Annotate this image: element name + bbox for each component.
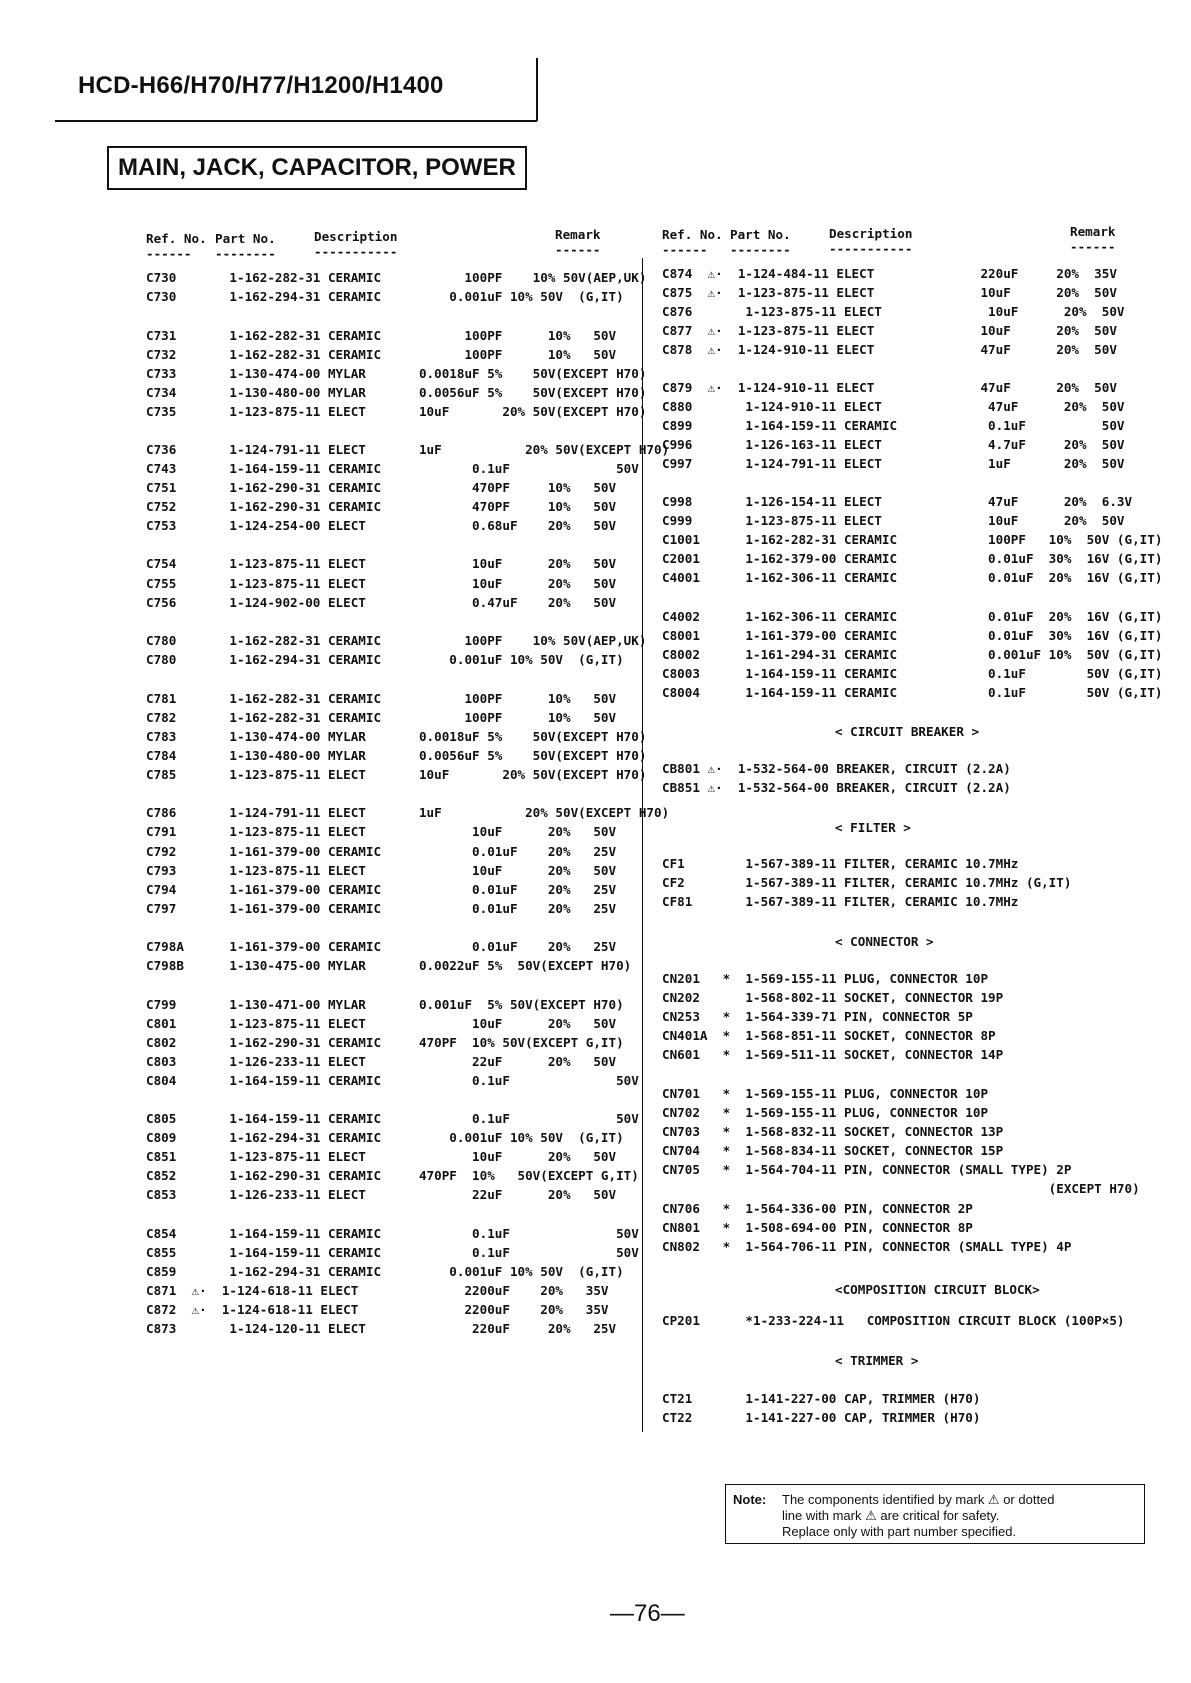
parts-row: CN802 * 1-564-706-11 PIN, CONNECTOR (SMALL TYPE) 4P [662, 1239, 1072, 1254]
parts-row: CB801 ⚠· 1-532-564-00 BREAKER, CIRCUIT (2.2A) [662, 761, 1011, 776]
parts-row: C2001 1-162-379-00 CERAMIC 0.01uF 30% 16V (G,IT) [662, 551, 1163, 566]
left-dash-remark: ------ [555, 242, 601, 257]
parts-row: C732 1-162-282-31 CERAMIC 100PF 10% 50V [146, 347, 617, 362]
parts-row: C874 ⚠· 1-124-484-11 ELECT 220uF 20% 35V [662, 266, 1117, 281]
parts-row: C733 1-130-474-00 MYLAR 0.0018uF 5% 50V(EXCEPT H70) [146, 366, 647, 381]
right-header-part: Part No. [730, 227, 791, 242]
parts-row: CN201 * 1-569-155-11 PLUG, CONNECTOR 10P [662, 971, 989, 986]
parts-row: C754 1-123-875-11 ELECT 10uF 20% 50V [146, 556, 617, 571]
parts-row: CF1 1-567-389-11 FILTER, CERAMIC 10.7MHz [662, 856, 1019, 871]
parts-row: C8004 1-164-159-11 CERAMIC 0.1uF 50V (G,IT) [662, 685, 1163, 700]
parts-row: C996 1-126-163-11 ELECT 4.7uF 20% 50V [662, 437, 1125, 452]
parts-row: C786 1-124-791-11 ELECT 1uF 20% 50V(EXCEPT H70) [146, 805, 670, 820]
parts-row: C871 ⚠· 1-124-618-11 ELECT 2200uF 20% 35V [146, 1283, 609, 1298]
subheader-composition-block: <COMPOSITION CIRCUIT BLOCK> [835, 1282, 1040, 1297]
parts-row: C792 1-161-379-00 CERAMIC 0.01uF 20% 25V [146, 844, 617, 859]
parts-row: C780 1-162-282-31 CERAMIC 100PF 10% 50V(AEP,UK) [146, 633, 647, 648]
safety-note-box [725, 1484, 1145, 1544]
left-header-ref: Ref. No. [146, 231, 207, 246]
left-header-remark: Remark [555, 227, 601, 242]
subheader-trimmer: < TRIMMER > [835, 1353, 919, 1368]
parts-row: C755 1-123-875-11 ELECT 10uF 20% 50V [146, 576, 617, 591]
parts-row: C753 1-124-254-00 ELECT 0.68uF 20% 50V [146, 518, 617, 533]
parts-row: C782 1-162-282-31 CERAMIC 100PF 10% 50V [146, 710, 617, 725]
parts-row: C785 1-123-875-11 ELECT 10uF 20% 50V(EXCEPT H70) [146, 767, 647, 782]
parts-row: C798A 1-161-379-00 CERAMIC 0.01uF 20% 25V [146, 939, 617, 954]
parts-row: C1001 1-162-282-31 CERAMIC 100PF 10% 50V (G,IT) [662, 532, 1163, 547]
parts-row: C853 1-126-233-11 ELECT 22uF 20% 50V [146, 1187, 617, 1202]
parts-row: CT21 1-141-227-00 CAP, TRIMMER (H70) [662, 1391, 981, 1406]
left-dash-part: -------- [215, 246, 276, 261]
header-rule [55, 120, 537, 122]
parts-row: CN705 * 1-564-704-11 PIN, CONNECTOR (SMALL TYPE) 2P [662, 1162, 1072, 1177]
parts-row: C780 1-162-294-31 CERAMIC 0.001uF 10% 50V (G,IT) [146, 652, 624, 667]
parts-row: C783 1-130-474-00 MYLAR 0.0018uF 5% 50V(EXCEPT H70) [146, 729, 647, 744]
subheader-circuit-breaker: < CIRCUIT BREAKER > [835, 724, 980, 739]
parts-row: CN401A * 1-568-851-11 SOCKET, CONNECTOR 8P [662, 1028, 996, 1043]
parts-row: C4002 1-162-306-11 CERAMIC 0.01uF 20% 16V (G,IT) [662, 609, 1163, 624]
left-dash-ref: ------ [146, 246, 192, 261]
column-divider [642, 258, 643, 1432]
page-number: —76— [610, 1600, 685, 1627]
parts-row: C743 1-164-159-11 CERAMIC 0.1uF 50V [146, 461, 639, 476]
parts-row: C751 1-162-290-31 CERAMIC 470PF 10% 50V [146, 480, 617, 495]
parts-row: C730 1-162-282-31 CERAMIC 100PF 10% 50V(AEP,UK) [146, 270, 647, 285]
parts-row: C4001 1-162-306-11 CERAMIC 0.01uF 20% 16V (G,IT) [662, 570, 1163, 585]
page-title: HCD-H66/H70/H77/H1200/H1400 [78, 72, 444, 99]
parts-row: C859 1-162-294-31 CERAMIC 0.001uF 10% 50V (G,IT) [146, 1264, 624, 1279]
parts-row: C872 ⚠· 1-124-618-11 ELECT 2200uF 20% 35V [146, 1302, 609, 1317]
parts-row: CN701 * 1-569-155-11 PLUG, CONNECTOR 10P [662, 1086, 989, 1101]
right-header-ref: Ref. No. [662, 227, 723, 242]
parts-row: C878 ⚠· 1-124-910-11 ELECT 47uF 20% 50V [662, 342, 1117, 357]
parts-row: CN703 * 1-568-832-11 SOCKET, CONNECTOR 13P [662, 1124, 1004, 1139]
right-dash-part: -------- [730, 242, 791, 257]
parts-row: C756 1-124-902-00 ELECT 0.47uF 20% 50V [146, 595, 617, 610]
section-title: MAIN, JACK, CAPACITOR, POWER [107, 146, 527, 190]
note-label: Note: [733, 1492, 767, 1507]
parts-row: C8001 1-161-379-00 CERAMIC 0.01uF 30% 16V (G,IT) [662, 628, 1163, 643]
parts-row: C873 1-124-120-11 ELECT 220uF 20% 25V [146, 1321, 617, 1336]
right-dash-desc: ----------- [829, 241, 913, 256]
parts-row: C734 1-130-480-00 MYLAR 0.0056uF 5% 50V(EXCEPT H70) [146, 385, 647, 400]
subheader-filter: < FILTER > [835, 820, 911, 835]
parts-row: CP201 *1-233-224-11 COMPOSITION CIRCUIT BLOCK (100P×5) [662, 1313, 1125, 1328]
parts-row: C793 1-123-875-11 ELECT 10uF 20% 50V [146, 863, 617, 878]
parts-row: C998 1-126-154-11 ELECT 47uF 20% 6.3V [662, 494, 1133, 509]
parts-row: C799 1-130-471-00 MYLAR 0.001uF 5% 50V(EXCEPT H70) [146, 997, 624, 1012]
parts-row: C736 1-124-791-11 ELECT 1uF 20% 50V(EXCEPT H70) [146, 442, 670, 457]
right-header-remark: Remark [1070, 224, 1116, 239]
parts-row: C875 ⚠· 1-123-875-11 ELECT 10uF 20% 50V [662, 285, 1117, 300]
parts-row: C791 1-123-875-11 ELECT 10uF 20% 50V [146, 824, 617, 839]
parts-row: CN601 * 1-569-511-11 SOCKET, CONNECTOR 14P [662, 1047, 1004, 1062]
parts-row: C8002 1-161-294-31 CERAMIC 0.001uF 10% 50V (G,IT) [662, 647, 1163, 662]
parts-row: C802 1-162-290-31 CERAMIC 470PF 10% 50V(EXCEPT G,IT) [146, 1035, 624, 1050]
header-vertical-rule [536, 58, 538, 121]
subheader-connector: < CONNECTOR > [835, 934, 934, 949]
parts-row: CN253 * 1-564-339-71 PIN, CONNECTOR 5P [662, 1009, 973, 1024]
parts-row: CN704 * 1-568-834-11 SOCKET, CONNECTOR 15P [662, 1143, 1004, 1158]
parts-row: CF2 1-567-389-11 FILTER, CERAMIC 10.7MHz (G,IT) [662, 875, 1072, 890]
left-header-part: Part No. [215, 231, 276, 246]
parts-row: C784 1-130-480-00 MYLAR 0.0056uF 5% 50V(EXCEPT H70) [146, 748, 647, 763]
parts-row: C797 1-161-379-00 CERAMIC 0.01uF 20% 25V [146, 901, 617, 916]
parts-row: CF81 1-567-389-11 FILTER, CERAMIC 10.7MHz [662, 894, 1019, 909]
parts-row: C752 1-162-290-31 CERAMIC 470PF 10% 50V [146, 499, 617, 514]
parts-row: CN202 1-568-802-11 SOCKET, CONNECTOR 19P [662, 990, 1004, 1005]
parts-row: C730 1-162-294-31 CERAMIC 0.001uF 10% 50V (G,IT) [146, 289, 624, 304]
parts-row: C801 1-123-875-11 ELECT 10uF 20% 50V [146, 1016, 617, 1031]
right-header-desc: Description [829, 226, 913, 241]
left-header-desc: Description [314, 229, 398, 244]
parts-row: C852 1-162-290-31 CERAMIC 470PF 10% 50V(EXCEPT G,IT) [146, 1168, 639, 1183]
parts-row: CN702 * 1-569-155-11 PLUG, CONNECTOR 10P [662, 1105, 989, 1120]
parts-row: C999 1-123-875-11 ELECT 10uF 20% 50V [662, 513, 1125, 528]
note-line: The components identified by mark ⚠ or dotted [782, 1492, 1055, 1507]
parts-row: C879 ⚠· 1-124-910-11 ELECT 47uF 20% 50V [662, 380, 1117, 395]
parts-row: C997 1-124-791-11 ELECT 1uF 20% 50V [662, 456, 1125, 471]
parts-row: CN706 * 1-564-336-00 PIN, CONNECTOR 2P [662, 1201, 973, 1216]
parts-row: C781 1-162-282-31 CERAMIC 100PF 10% 50V [146, 691, 617, 706]
parts-row: C731 1-162-282-31 CERAMIC 100PF 10% 50V [146, 328, 617, 343]
note-line: line with mark ⚠ are critical for safety. [782, 1508, 1000, 1523]
parts-row: C798B 1-130-475-00 MYLAR 0.0022uF 5% 50V(EXCEPT H70) [146, 958, 632, 973]
parts-row: C877 ⚠· 1-123-875-11 ELECT 10uF 20% 50V [662, 323, 1117, 338]
parts-row: C855 1-164-159-11 CERAMIC 0.1uF 50V [146, 1245, 639, 1260]
note-line: Replace only with part number specified. [782, 1524, 1017, 1539]
parts-row: (EXCEPT H70) [662, 1181, 1140, 1196]
parts-row: C803 1-126-233-11 ELECT 22uF 20% 50V [146, 1054, 617, 1069]
parts-row: C809 1-162-294-31 CERAMIC 0.001uF 10% 50V (G,IT) [146, 1130, 624, 1145]
parts-row: C851 1-123-875-11 ELECT 10uF 20% 50V [146, 1149, 617, 1164]
parts-row: C8003 1-164-159-11 CERAMIC 0.1uF 50V (G,IT) [662, 666, 1163, 681]
parts-row: CT22 1-141-227-00 CAP, TRIMMER (H70) [662, 1410, 981, 1425]
parts-row: C880 1-124-910-11 ELECT 47uF 20% 50V [662, 399, 1125, 414]
parts-row: C854 1-164-159-11 CERAMIC 0.1uF 50V [146, 1226, 639, 1241]
parts-row: C899 1-164-159-11 CERAMIC 0.1uF 50V [662, 418, 1125, 433]
parts-row: C804 1-164-159-11 CERAMIC 0.1uF 50V [146, 1073, 639, 1088]
parts-row: CB851 ⚠· 1-532-564-00 BREAKER, CIRCUIT (2.2A) [662, 780, 1011, 795]
parts-row: C794 1-161-379-00 CERAMIC 0.01uF 20% 25V [146, 882, 617, 897]
parts-row: C805 1-164-159-11 CERAMIC 0.1uF 50V [146, 1111, 639, 1126]
parts-row: C735 1-123-875-11 ELECT 10uF 20% 50V(EXCEPT H70) [146, 404, 647, 419]
right-dash-ref: ------ [662, 242, 708, 257]
parts-row: CN801 * 1-508-694-00 PIN, CONNECTOR 8P [662, 1220, 973, 1235]
parts-row: C876 1-123-875-11 ELECT 10uF 20% 50V [662, 304, 1125, 319]
left-dash-desc: ----------- [314, 244, 398, 259]
right-dash-remark: ------ [1070, 239, 1116, 254]
